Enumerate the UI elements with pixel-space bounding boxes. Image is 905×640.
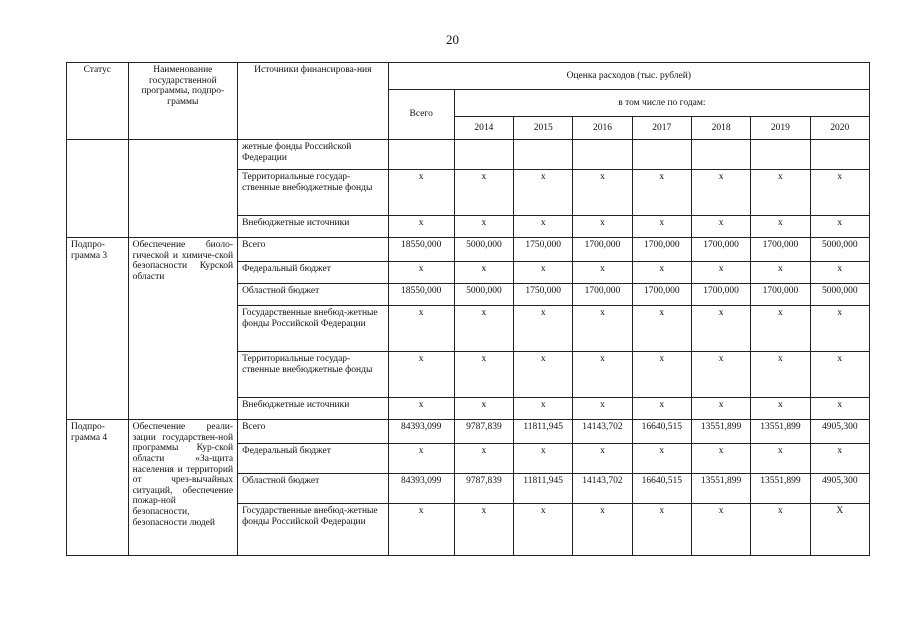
header-year: 2015 <box>514 117 573 140</box>
year-value-cell: X <box>810 504 869 556</box>
year-value-cell: x <box>691 444 750 474</box>
year-value-cell: x <box>573 170 632 216</box>
year-value-cell: x <box>810 262 869 284</box>
header-cost-estimate: Оценка расходов (тыс. рублей) <box>388 63 869 90</box>
funding-source-cell: Внебюджетные источники <box>238 398 389 420</box>
funding-source-cell: Территориальные государ-ственные внебюджетные фонды <box>238 352 389 398</box>
header-funding-source: Источники финансирова-ния <box>238 63 389 140</box>
year-value-cell: x <box>691 306 750 352</box>
status-cell: Подпро-грамма 4 <box>67 420 129 556</box>
table-body <box>67 140 870 556</box>
year-value-cell: x <box>810 216 869 238</box>
year-value-cell: x <box>691 504 750 556</box>
year-value-cell: x <box>751 262 810 284</box>
status-cell: Подпро-грамма 3 <box>67 238 129 420</box>
year-value-cell: x <box>691 170 750 216</box>
year-value-cell: x <box>632 170 691 216</box>
year-value-cell: x <box>632 444 691 474</box>
year-value-cell <box>751 140 810 170</box>
funding-source-cell: Государственные внебюд-жетные фонды Российской Федерации <box>238 504 389 556</box>
year-value-cell: x <box>454 398 513 420</box>
year-value-cell: x <box>514 444 573 474</box>
year-value-cell <box>573 140 632 170</box>
funding-source-cell: Территориальные государ-ственные внебюджетные фонды <box>238 170 389 216</box>
year-value-cell: x <box>454 306 513 352</box>
year-value-cell: 16640,515 <box>632 474 691 504</box>
year-value-cell: 1700,000 <box>751 284 810 306</box>
header-by-years: в том числе по годам: <box>454 90 869 117</box>
year-value-cell: x <box>751 170 810 216</box>
total-cell <box>388 140 454 170</box>
funding-source-cell: Федеральный бюджет <box>238 444 389 474</box>
year-value-cell: 9787,839 <box>454 474 513 504</box>
total-cell: x <box>388 444 454 474</box>
funding-source-cell: Областной бюджет <box>238 284 389 306</box>
year-value-cell: 4905,300 <box>810 420 869 444</box>
year-value-cell: x <box>632 262 691 284</box>
header-year: 2017 <box>632 117 691 140</box>
year-value-cell: 13551,899 <box>691 420 750 444</box>
year-value-cell: x <box>632 398 691 420</box>
year-value-cell: 5000,000 <box>810 284 869 306</box>
year-value-cell: 1700,000 <box>691 284 750 306</box>
funding-source-cell: Всего <box>238 238 389 262</box>
year-value-cell: x <box>573 262 632 284</box>
year-value-cell <box>810 140 869 170</box>
funding-source-cell: Государственные внебюд-жетные фонды Российской Федерации <box>238 306 389 352</box>
funding-source-cell: Внебюджетные источники <box>238 216 389 238</box>
budget-table <box>66 62 870 556</box>
funding-source-cell: Федеральный бюджет <box>238 262 389 284</box>
year-value-cell: 1700,000 <box>573 238 632 262</box>
year-value-cell: x <box>810 444 869 474</box>
total-cell: x <box>388 170 454 216</box>
year-value-cell: 1700,000 <box>751 238 810 262</box>
year-value-cell: x <box>691 352 750 398</box>
total-cell: 18550,000 <box>388 238 454 262</box>
year-value-cell: 1700,000 <box>691 238 750 262</box>
year-value-cell: x <box>454 170 513 216</box>
year-value-cell: x <box>573 216 632 238</box>
year-value-cell: 5000,000 <box>454 284 513 306</box>
year-value-cell: 1700,000 <box>573 284 632 306</box>
year-value-cell: x <box>514 504 573 556</box>
header-total: Всего <box>388 90 454 140</box>
year-value-cell: x <box>810 398 869 420</box>
table-row <box>67 420 870 444</box>
table-row <box>67 140 870 170</box>
year-value-cell: 11811,945 <box>514 474 573 504</box>
total-cell: x <box>388 262 454 284</box>
year-value-cell <box>454 140 513 170</box>
year-value-cell: x <box>454 262 513 284</box>
funding-source-cell: Всего <box>238 420 389 444</box>
year-value-cell: x <box>810 170 869 216</box>
header-year: 2018 <box>691 117 750 140</box>
total-cell: x <box>388 306 454 352</box>
year-value-cell: x <box>632 306 691 352</box>
total-cell: x <box>388 352 454 398</box>
year-value-cell: x <box>691 398 750 420</box>
year-value-cell: x <box>454 504 513 556</box>
year-value-cell: x <box>514 216 573 238</box>
header-year: 2016 <box>573 117 632 140</box>
year-value-cell: 5000,000 <box>454 238 513 262</box>
year-value-cell: 16640,515 <box>632 420 691 444</box>
year-value-cell: x <box>454 444 513 474</box>
year-value-cell: x <box>751 504 810 556</box>
year-value-cell: x <box>751 352 810 398</box>
year-value-cell: x <box>632 504 691 556</box>
total-cell: 84393,099 <box>388 420 454 444</box>
header-year: 2019 <box>751 117 810 140</box>
header-year: 2014 <box>454 117 513 140</box>
year-value-cell: 9787,839 <box>454 420 513 444</box>
year-value-cell: 4905,300 <box>810 474 869 504</box>
table-row <box>67 238 870 262</box>
year-value-cell: 1700,000 <box>632 284 691 306</box>
year-value-cell <box>514 140 573 170</box>
year-value-cell: 13551,899 <box>751 420 810 444</box>
total-cell: x <box>388 504 454 556</box>
total-cell: x <box>388 216 454 238</box>
page-number: 20 <box>446 32 459 47</box>
year-value-cell: x <box>454 216 513 238</box>
year-value-cell: 11811,945 <box>514 420 573 444</box>
year-value-cell: x <box>691 216 750 238</box>
year-value-cell: 14143,702 <box>573 420 632 444</box>
year-value-cell: x <box>751 306 810 352</box>
status-cell <box>67 140 129 238</box>
program-name-cell: Обеспечение биоло-гической и химиче-ской безопасности Курской области <box>128 238 237 420</box>
funding-source-cell: жетные фонды Российской Федерации <box>238 140 389 170</box>
header-year: 2020 <box>810 117 869 140</box>
year-value-cell: x <box>810 306 869 352</box>
year-value-cell <box>691 140 750 170</box>
year-value-cell: 1750,000 <box>514 238 573 262</box>
year-value-cell: x <box>810 352 869 398</box>
total-cell: 84393,099 <box>388 474 454 504</box>
year-value-cell: x <box>573 504 632 556</box>
year-value-cell: x <box>454 352 513 398</box>
year-value-cell: 14143,702 <box>573 474 632 504</box>
header-program-name: Наименование государственной программы, подпро-граммы <box>128 63 237 140</box>
funding-source-cell: Областной бюджет <box>238 474 389 504</box>
year-value-cell: x <box>514 170 573 216</box>
year-value-cell: 1750,000 <box>514 284 573 306</box>
year-value-cell: x <box>751 398 810 420</box>
total-cell: x <box>388 398 454 420</box>
year-value-cell: x <box>751 444 810 474</box>
program-name-cell <box>128 140 237 238</box>
year-value-cell: x <box>691 262 750 284</box>
year-value-cell <box>632 140 691 170</box>
year-value-cell: x <box>573 444 632 474</box>
year-value-cell: x <box>751 216 810 238</box>
year-value-cell: x <box>632 352 691 398</box>
year-value-cell: x <box>632 216 691 238</box>
year-value-cell: x <box>514 398 573 420</box>
year-value-cell: 5000,000 <box>810 238 869 262</box>
year-value-cell: 13551,899 <box>691 474 750 504</box>
year-value-cell: 13551,899 <box>751 474 810 504</box>
year-value-cell: x <box>514 262 573 284</box>
year-value-cell: x <box>573 306 632 352</box>
program-name-cell: Обеспечение реали-зации государствен-ной программы Кур-ской области «За-щита населения и территорий от чрез-вычайных ситуаций, обеспечение пожар-ной безопасности, безопасности людей <box>128 420 237 556</box>
header-status: Статус <box>67 63 129 140</box>
year-value-cell: 1700,000 <box>632 238 691 262</box>
year-value-cell: x <box>573 352 632 398</box>
year-value-cell: x <box>573 398 632 420</box>
year-value-cell: x <box>514 306 573 352</box>
year-value-cell: x <box>514 352 573 398</box>
total-cell: 18550,000 <box>388 284 454 306</box>
